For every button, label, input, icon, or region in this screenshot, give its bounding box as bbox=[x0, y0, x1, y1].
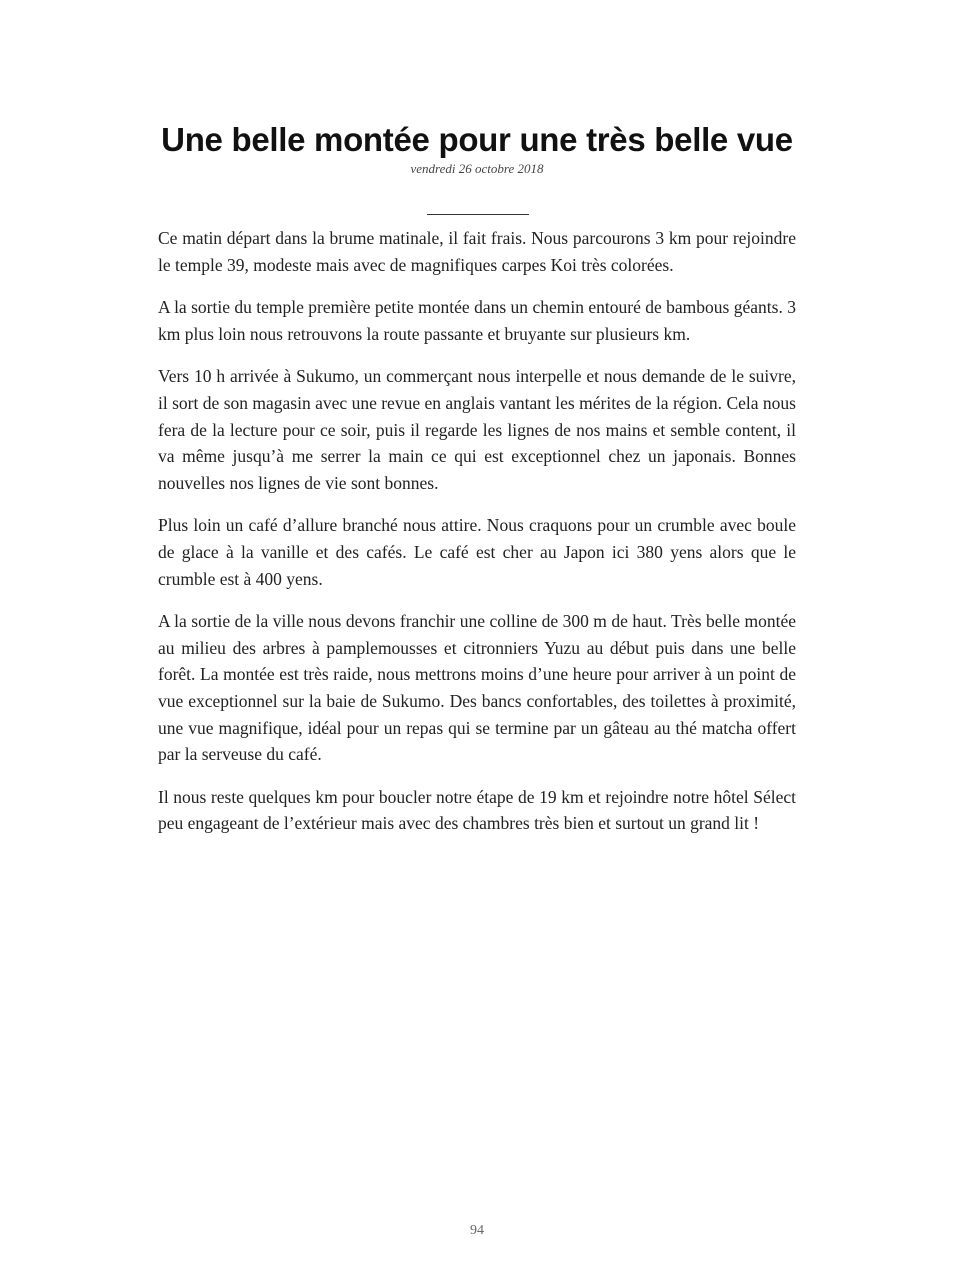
paragraph: Ce matin départ dans la brume matinale, il fait frais. Nous parcourons 3 km pour rejoindre le temple 39, modeste mais avec de magnifiques carpes Koi très colorées. bbox=[158, 228, 796, 275]
page-title: Une belle montée pour une très belle vue bbox=[161, 121, 793, 158]
post-date: vendredi 26 octobre 2018 bbox=[410, 161, 544, 176]
article-body bbox=[158, 225, 796, 853]
paragraph: Il nous reste quelques km pour boucler notre étape de 19 km et rejoindre notre hôtel Sélect peu engageant de l’extérieur mais avec des chambres très bien et surtout un grand lit ! bbox=[158, 786, 796, 834]
paragraph: Plus loin un café d’allure branché nous attire. Nous craquons pour un crumble avec boule de glace à la vanille et des cafés. Le café est cher au Japon ici 380 yens alors que le crumble est à 400 yens. bbox=[158, 515, 796, 589]
title-divider bbox=[427, 214, 529, 215]
paragraph: Vers 10 h arrivée à Sukumo, un commerçant nous interpelle et nous demande de le suivre, il sort de son magasin avec une revue en anglais vantant les mérites de la région. Cela nous fera de la lecture pour ce soir, puis il regarde les lignes de nos mains et semble content, il va même jusqu’à me serrer la main ce qui est exceptionnel chez un japonais. Bonnes nouvelles nos lignes de vie sont bonnes. bbox=[158, 366, 796, 493]
paragraph: A la sortie de la ville nous devons franchir une colline de 300 m de haut. Très belle montée au milieu des arbres à pamplemousses et citronniers Yuzu au début puis dans une belle forêt. La montée est très raide, nous mettrons moins d’une heure pour arriver à un point de vue exceptionnel sur la baie de Sukumo. Des bancs confortables, des toilettes à proximité, une vue magnifique, idéal pour un repas qui se termine par un gâteau au thé matcha offert par la serveuse du café. bbox=[158, 611, 796, 765]
paragraph: A la sortie du temple première petite montée dans un chemin entouré de bambous géants. 3 km plus loin nous retrouvons la route passante et bruyante sur plusieurs km. bbox=[158, 297, 796, 344]
page-number: 94 bbox=[470, 1223, 484, 1238]
